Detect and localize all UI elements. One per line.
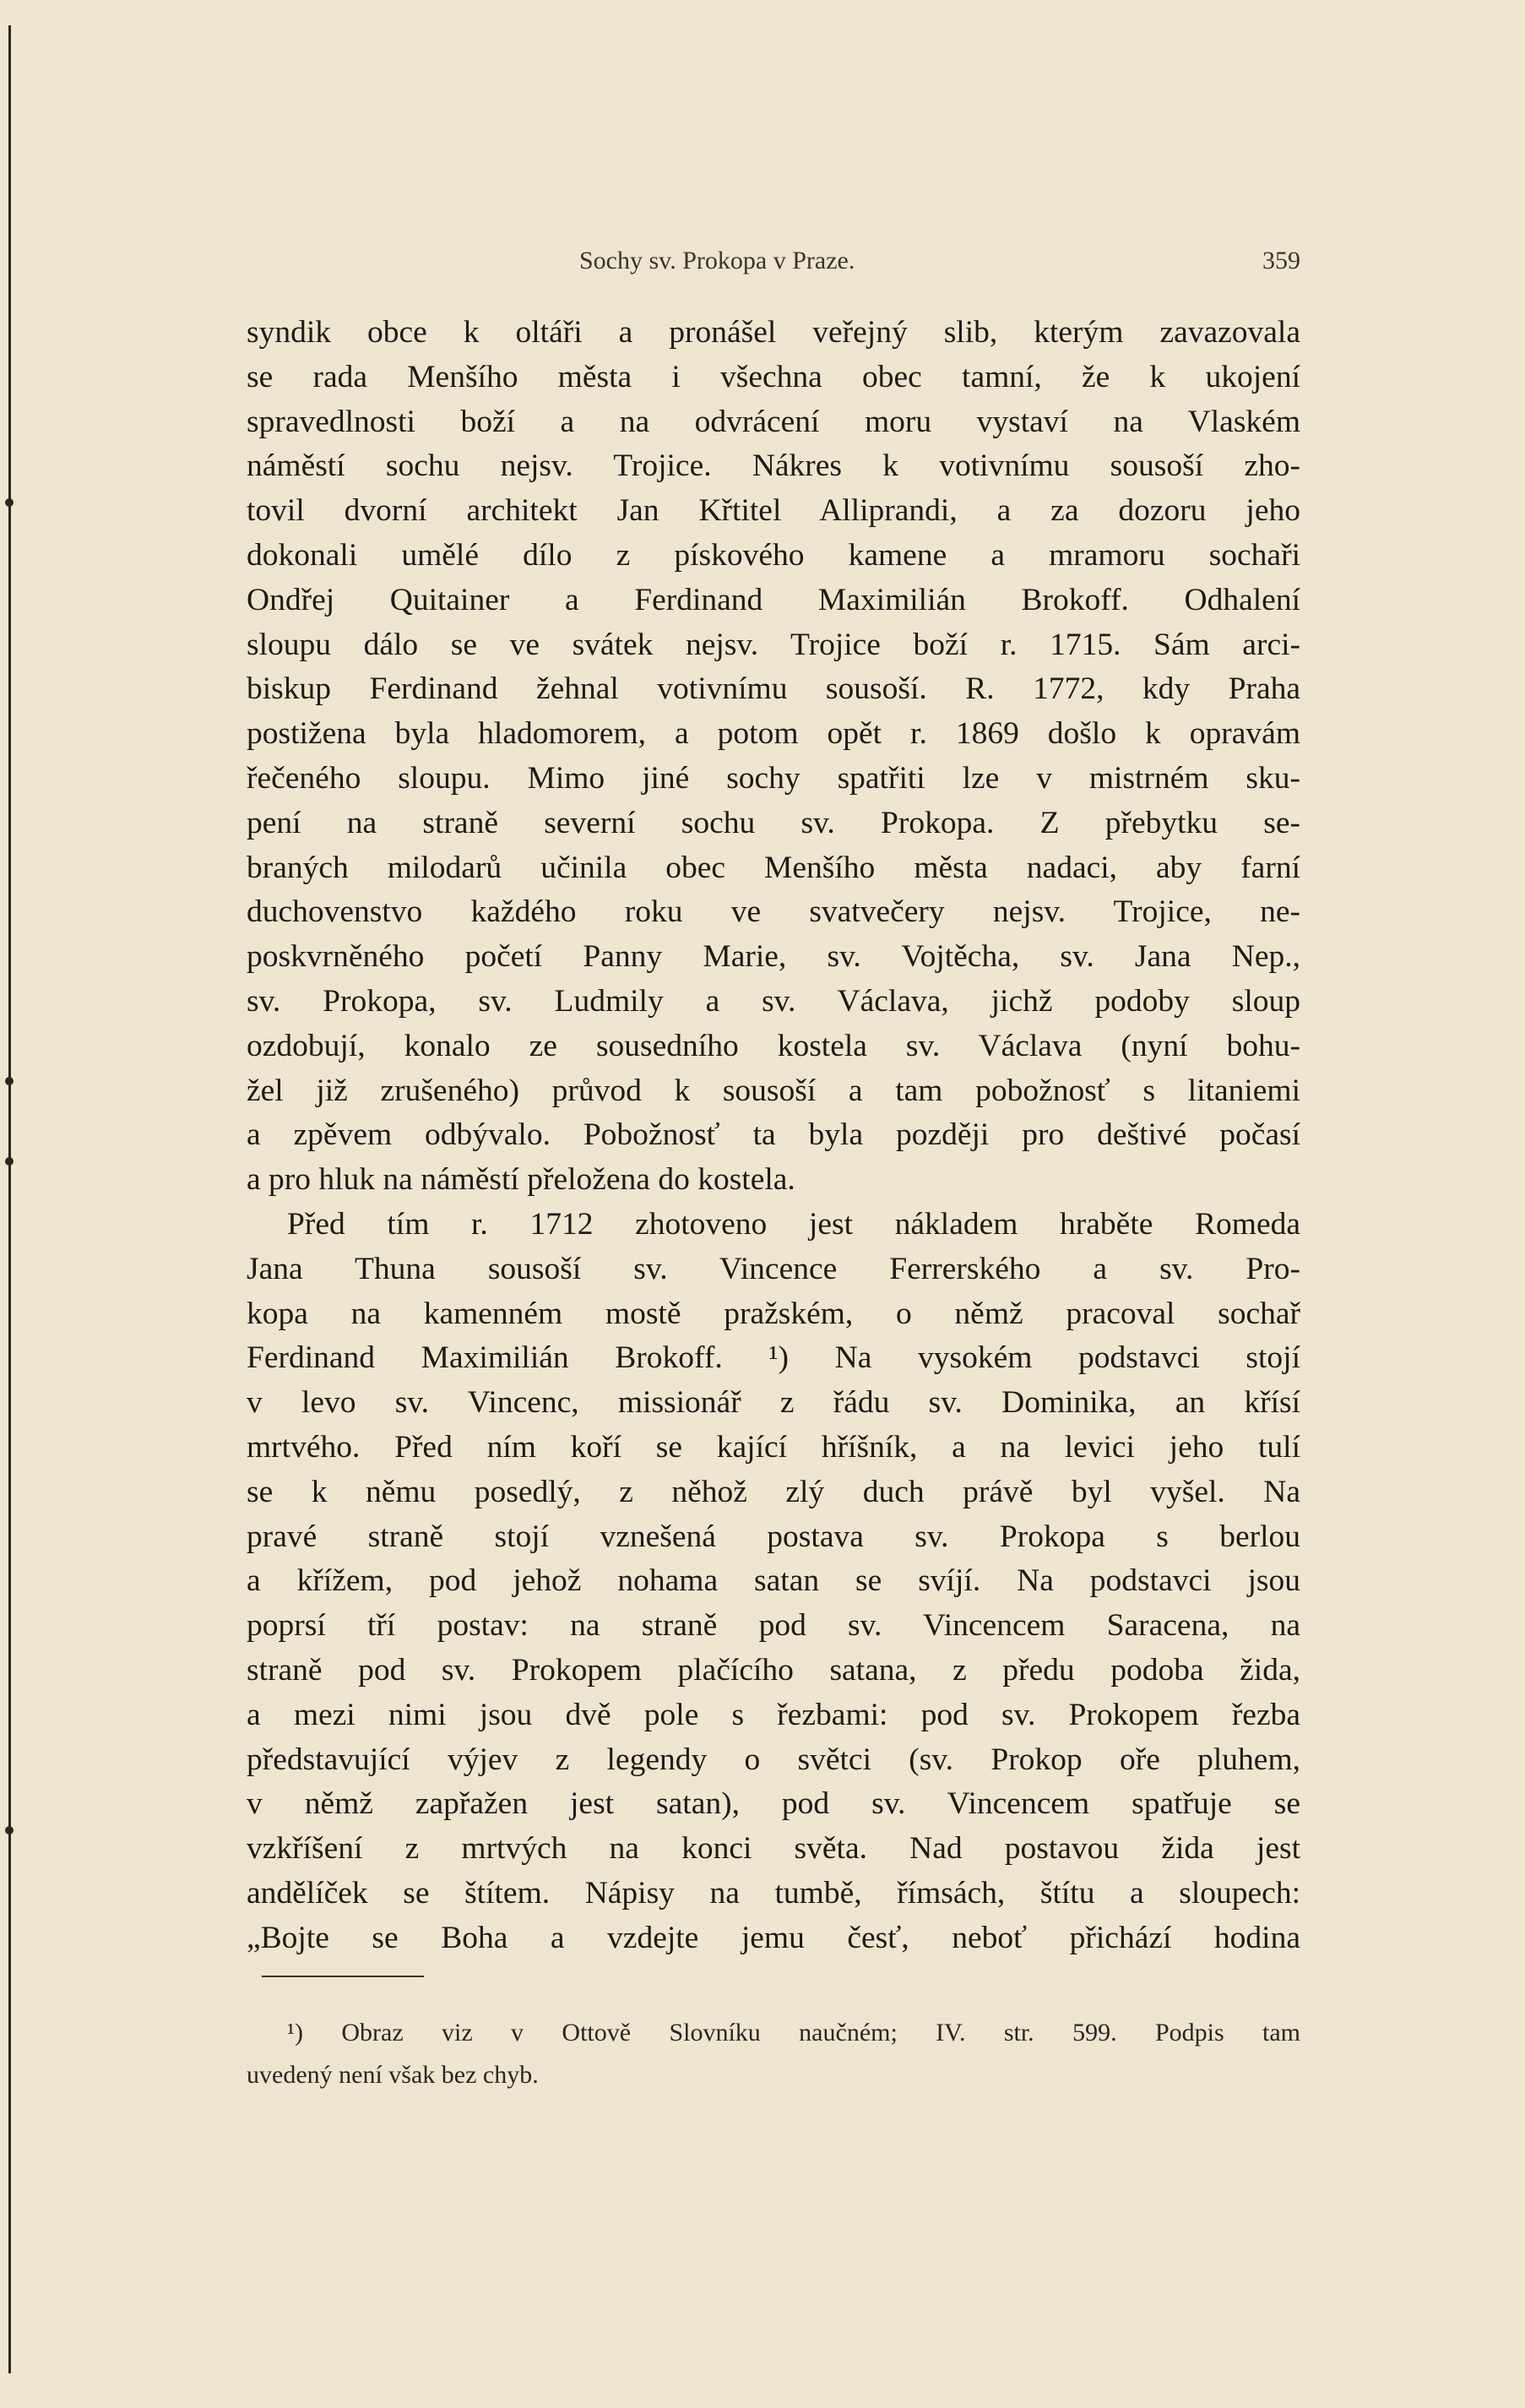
text-line: a křížem, pod jehož nohama satan se svíjí. Na podstavci jsou bbox=[247, 1563, 1300, 1599]
text-line: spravedlnosti boží a na odvrácení moru vystaví na Vlaském bbox=[247, 404, 1300, 439]
text-line: a zpěvem odbývalo. Pobožnosť ta byla později pro deštivé počasí bbox=[247, 1117, 1300, 1153]
text-line: dokonali umělé dílo z pískového kamene a mramoru sochaři bbox=[247, 537, 1300, 573]
text-line: tovil dvorní architekt Jan Křtitel Alliprandi, a za dozoru jeho bbox=[247, 493, 1300, 529]
text-line: se rada Menšího města i všechna obec tamní, že k ukojení bbox=[247, 359, 1300, 394]
page-header bbox=[245, 247, 1300, 280]
text-line: sloupu dálo se ve svátek nejsv. Trojice boží r. 1715. Sám arci- bbox=[247, 627, 1300, 662]
text-line: mrtvého. Před ním koří se kající hříšník, a na levici jeho tulí bbox=[247, 1429, 1300, 1465]
text-line: Jana Thuna sousoší sv. Vincence Ferrerského a sv. Pro- bbox=[247, 1251, 1300, 1286]
text-line: Ondřej Quitainer a Ferdinand Maximilián Brokoff. Odhalení bbox=[247, 582, 1300, 617]
text-line: a mezi nimi jsou dvě pole s řezbami: pod sv. Prokopem řezba bbox=[247, 1697, 1300, 1732]
footnote-line: ¹) Obraz viz v Ottově Slovníku naučném; IV. str. 599. Podpis tam bbox=[287, 2019, 1300, 2047]
text-line: náměstí sochu nejsv. Trojice. Nákres k votivnímu sousoší zho- bbox=[247, 448, 1300, 484]
binding-edge bbox=[8, 25, 11, 2373]
running-title: Sochy sv. Prokopa v Praze. bbox=[579, 247, 855, 275]
edge-mark bbox=[5, 498, 14, 507]
text-line: v němž zapřažen jest satan), pod sv. Vincencem spatřuje se bbox=[247, 1786, 1300, 1822]
text-line: postižena byla hladomorem, a potom opět r. 1869 došlo k opravám bbox=[247, 716, 1300, 752]
text-line: braných milodarů učinila obec Menšího města nadaci, aby farní bbox=[247, 850, 1300, 885]
text-line: se k němu posedlý, z něhož zlý duch právě byl vyšel. Na bbox=[247, 1474, 1300, 1509]
text-line: pravé straně stojí vznešená postava sv. Prokopa s berlou bbox=[247, 1519, 1300, 1554]
text-line: představující výjev z legendy o světci (sv. Prokop oře pluhem, bbox=[247, 1742, 1300, 1777]
text-line: poprsí tří postav: na straně pod sv. Vincencem Saracena, na bbox=[247, 1608, 1300, 1644]
text-line: „Bojte se Boha a vzdejte jemu česť, neboť přichází hodina bbox=[247, 1920, 1300, 1955]
text-line: syndik obce k oltáři a pronášel veřejný slib, kterým zavazovala bbox=[247, 315, 1300, 350]
text-line: vzkříšení z mrtvých na konci světa. Nad postavou žida jest bbox=[247, 1831, 1300, 1867]
footnote bbox=[247, 2012, 1300, 2096]
edge-mark bbox=[5, 1826, 14, 1835]
text-line: duchovenstvo každého roku ve svatvečery nejsv. Trojice, ne- bbox=[247, 894, 1300, 930]
text-line: žel již zrušeného) průvod k sousoší a tam pobožnosť s litaniemi bbox=[247, 1073, 1300, 1108]
text-line: andělíček se štítem. Nápisy na tumbě, římsách, štítu a sloupech: bbox=[247, 1875, 1300, 1911]
text-line: v levo sv. Vincenc, missionář z řádu sv. Dominika, an křísí bbox=[247, 1385, 1300, 1421]
footnote-line: uvedený není však bez chyb. bbox=[247, 2061, 539, 2089]
text-line: Před tím r. 1712 zhotoveno jest nákladem hraběte Romeda bbox=[287, 1206, 1300, 1242]
edge-mark bbox=[5, 1157, 14, 1166]
text-line: Ferdinand Maximilián Brokoff. ¹) Na vysokém podstavci stojí bbox=[247, 1340, 1300, 1376]
edge-mark bbox=[5, 1077, 14, 1085]
text-line: poskvrněného početí Panny Marie, sv. Vojtěcha, sv. Jana Nep., bbox=[247, 939, 1300, 975]
text-line: pení na straně severní sochu sv. Prokopa. Z přebytku se- bbox=[247, 805, 1300, 840]
text-line: řečeného sloupu. Mimo jiné sochy spatřiti lze v mistrném sku- bbox=[247, 760, 1300, 796]
text-line: ozdobují, konalo ze sousedního kostela sv. Václava (nyní bohu- bbox=[247, 1028, 1300, 1063]
text-line: biskup Ferdinand žehnal votivnímu sousoší. R. 1772, kdy Praha bbox=[247, 671, 1300, 707]
footnote-separator bbox=[262, 1976, 424, 1977]
body-text bbox=[247, 311, 1300, 1960]
text-line: sv. Prokopa, sv. Ludmily a sv. Václava, jichž podoby sloup bbox=[247, 983, 1300, 1019]
page-number: 359 bbox=[1262, 247, 1300, 275]
text-line: straně pod sv. Prokopem plačícího satana, z předu podoba žida, bbox=[247, 1652, 1300, 1688]
text-line: kopa na kamenném mostě pražském, o němž pracoval sochař bbox=[247, 1296, 1300, 1331]
text-line: a pro hluk na náměstí přeložena do kostela. bbox=[247, 1162, 795, 1198]
